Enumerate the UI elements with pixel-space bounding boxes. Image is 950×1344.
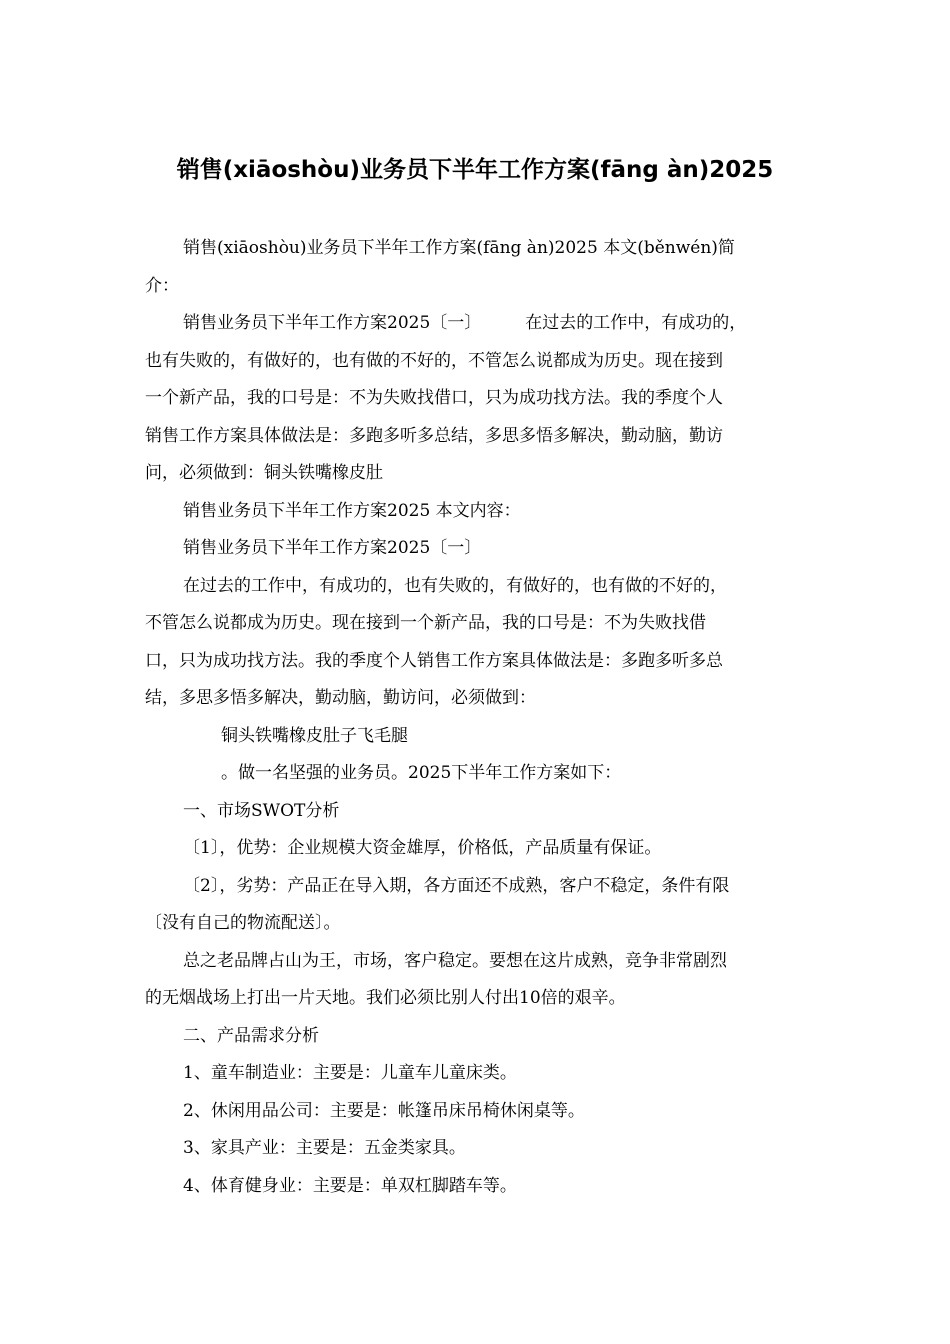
- conclusion-line: 的无烟战场上打出一片天地。我们必须比别人付出10倍的艰辛。: [145, 988, 626, 1008]
- document-body: [145, 230, 805, 1205]
- summary-lead-line: [145, 305, 805, 343]
- s2-item: 2、休闲用品公司：主要是：帐篷吊床吊椅休闲桌等。: [183, 1100, 585, 1121]
- summary-lead: 销售业务员下半年工作方案2025〔一〕: [183, 313, 482, 333]
- conclusion-line: 总之老品牌占山为王，市场，客户稳定。要想在这片成熟，竞争非常剧烈: [183, 950, 727, 971]
- conclusion-paragraph: [145, 943, 805, 1018]
- para1-line: 在过去的工作中，有成功的，也有失败的，有做好的，也有做的不好的，: [183, 575, 727, 596]
- s1-item-2-line-1: 〔2〕，劣势：产品正在导入期，各方面还不成熟，客户不稳定，条件有限: [183, 875, 730, 896]
- s2-heading: 二、产品需求分析: [183, 1025, 319, 1046]
- summary-line: 销售工作方案具体做法是：多跑多听多总结，多思多悟多解决，勤动脑，勤访: [145, 425, 723, 446]
- summary-line: 问，必须做到：铜头铁嘴橡皮肚: [145, 463, 383, 483]
- para1-line: 不管怎么说都成为历史。现在接到一个新产品，我的口号是：不为失败找借: [145, 613, 706, 633]
- motto-tail-line: 。做一名坚强的业务员。2025下半年工作方案如下：: [221, 763, 622, 783]
- s2-item: 4、体育健身业：主要是：单双杠脚踏车等。: [183, 1175, 517, 1196]
- intro-paragraph: [145, 230, 805, 305]
- s1-item-2-line-2: 〔没有自己的物流配送〕。: [145, 913, 341, 933]
- s2-item: 1、童车制造业：主要是：儿童车儿童床类。: [183, 1063, 517, 1083]
- summary-paragraph: [145, 305, 805, 493]
- para1-line: 结，多思多悟多解决，勤动脑，勤访问，必须做到：: [145, 688, 536, 708]
- intro-line-2: 介：: [145, 275, 179, 296]
- s1-heading: 一、市场SWOT分析: [183, 800, 340, 821]
- motto-line: 铜头铁嘴橡皮肚子飞毛腿: [221, 725, 408, 746]
- summary-line: 也有失败的，有做好的，也有做的不好的，不管怎么说都成为历史。现在接到: [145, 350, 723, 371]
- intro-line-1: 销售(xiāoshòu)业务员下半年工作方案(fāng àn)2025 本文(běnwén)简: [183, 238, 735, 258]
- summary-line: 一个新产品，我的口号是：不为失败找借口，只为成功找方法。我的季度个人: [145, 388, 723, 408]
- s1-item-2: [145, 868, 805, 943]
- content-heading: 销售业务员下半年工作方案2025 本文内容：: [183, 500, 521, 521]
- s2-item: 3、家具产业：主要是：五金类家具。: [183, 1138, 466, 1158]
- para1: [145, 568, 805, 718]
- document-title: 销售(xiāoshòu)业务员下半年工作方案(fāng àn)2025: [176, 157, 774, 183]
- section-heading: 销售业务员下半年工作方案2025〔一〕: [183, 538, 482, 558]
- para1-line: 口，只为成功找方法。我的季度个人销售工作方案具体做法是：多跑多听多总: [145, 650, 723, 671]
- summary-lead-tail: 在过去的工作中，有成功的，: [525, 313, 747, 333]
- s1-item-1: 〔1〕，优势：企业规模大资金雄厚，价格低，产品质量有保证。: [183, 838, 662, 858]
